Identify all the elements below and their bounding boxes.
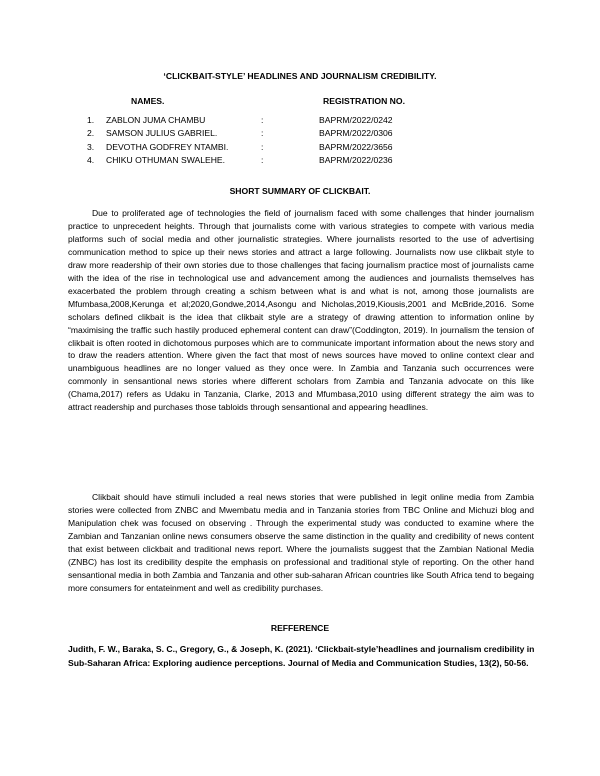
student-name: ZABLON JUMA CHAMBU [106,115,206,125]
student-list [87,115,507,168]
student-number: 2. [87,128,95,139]
student-separator: : [261,115,264,125]
student-number: 1. [87,115,95,125]
student-name: DEVOTHA GODFREY NTAMBI. [106,141,229,152]
document-title: ‘CLICKBAIT-STYLE’ HEADLINES AND JOURNALISM CREDIBILITY. [163,71,437,81]
names-column-header: NAMES. [131,96,165,106]
registration-column-header: REGISTRATION NO. [323,96,405,106]
student-name: CHIKU OTHUMAN SWALEHE. [106,154,226,165]
student-registration: BAPRM/2022/0306 [319,128,393,139]
summary-paragraph-1 [68,207,534,414]
student-separator: : [261,141,264,152]
student-name: SAMSON JULIUS GABRIEL. [106,128,218,139]
student-separator: : [261,128,264,139]
student-registration: BAPRM/2022/0242 [319,115,393,125]
student-row [87,155,507,168]
paragraph-text: Due to proliferated age of technologies the field of journalism faced with some challenges that hinder journalism practice to unprecedent heights. Through that journalists come with various strategies to compete with various media platforms such of social media and other journalistic strategies. Where journalists resorted to the use of advertising communication method to spice up their news stories and attract a large following. Journalists now use clikbait style to draw more readership of their own stories due to those challenges that facing journalism practice most of journalists came with the idea of the rise in technological use and advancement among the audiences and journalists themselves has exacerbated the problem through creating a schism between what is and what is not, among those journalists are Mfumbasa,2008,Kerunga et al;2020,Gondwe,2014,Asongu and Nicholas,2019,Kiousis,2001 and McBride,2016. Some scholars defined clikbait is the idea that clikbait style are a strategy of drawing attention to information online by “maximising the traffic such hastily produced ephemeral content can draw”(Coddington, 2019). In journalism the tension of clikbait is often rooted in dichotomous purposes which are to communicate important information about the news story and to draw the readers attention. Where given the fact that most of news sources have moved to online context clear and unambiguous headlines are no longer valued as they once were. In Zambia and Tanzania such occurrences were commonly in sensantional news stories where different scholars from Zambia and Tanzania advocate on this like (Chama,2017) refers as Udaku in Tanzania, Clarke, 2013 and Mfumbasa,2010 using different strategy the aim was to attract readership and purchases those tabloids through sensantional and appearing headlines. [68,208,534,413]
reference-entry: Judith, F. W., Baraka, S. C., Gregory, G., & Joseph, K. (2021). ‘Clickbait-style’headlines and journalism credibility in Sub-Saharan Africa: Exploring audience perceptions. Journal of Media and Communication Studies, 13(2), 50-56. [68,644,535,668]
summary-heading: SHORT SUMMARY OF CLICKBAIT. [229,186,371,196]
student-row [87,142,507,155]
student-number: 3. [87,141,95,152]
student-separator: : [261,154,264,165]
student-row [87,128,507,141]
summary-paragraph-2 [68,491,534,595]
student-registration: BAPRM/2022/0236 [319,154,393,165]
paragraph-text: Clikbait should have stimuli included a real news stories that were published in legit online media from Zambia stories were collected from ZNBC and Mwembatu media and in Tanzania stories from TBC Online and Michuzi blog and Manipulation chek was focused on observing . Through the experimental study was conducted to examine where the Zambian and Tanzanian online news consumers observe the same distinction in the quality and credibility of news content that exist between clickbait and traditional news report. Where the journalists suggest that the Zambian National Media (ZNBC) has lost its credibility despite the emphasis on professional and traditional style of reporting. On the other hand sensantional media in both Zambia and Tanzania and other sub-saharan African countries like South Africa tend to begaing more consumers for entateinment and well as credibility purchases. [68,492,534,593]
reference-heading: REFFERENCE [270,623,330,633]
student-row [87,115,507,128]
student-number: 4. [87,154,95,165]
student-registration: BAPRM/2022/3656 [319,141,393,152]
